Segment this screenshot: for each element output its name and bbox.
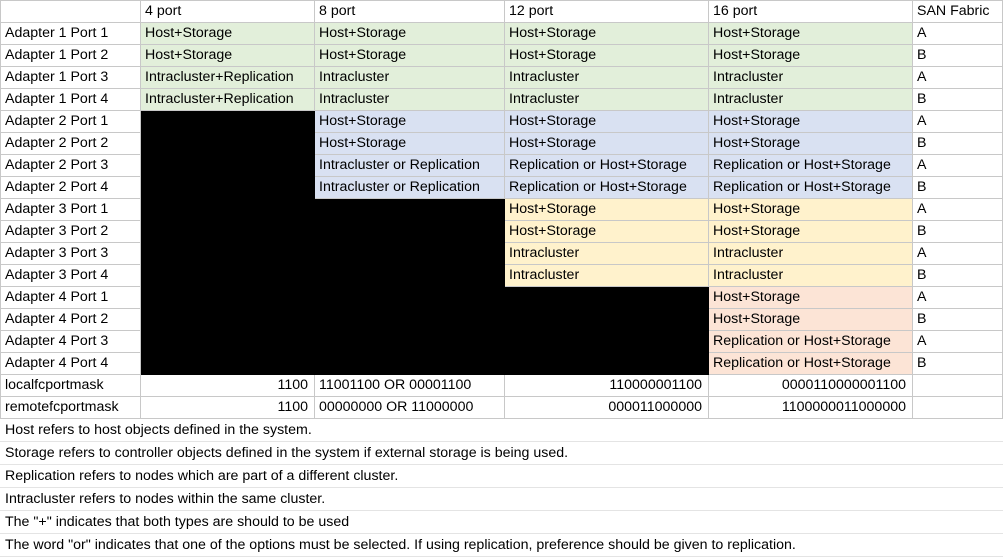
- table-row: [1, 177, 1003, 199]
- blocked-cell[interactable]: [505, 353, 709, 375]
- row-label[interactable]: Adapter 3 Port 3: [1, 243, 141, 265]
- table-row: [1, 111, 1003, 133]
- table-cell[interactable]: Intracluster: [315, 89, 505, 111]
- table-cell[interactable]: Intracluster: [505, 243, 709, 265]
- column-header[interactable]: 16 port: [709, 1, 913, 23]
- blocked-cell[interactable]: [315, 331, 505, 353]
- san-fabric-cell[interactable]: [913, 375, 1003, 397]
- table-cell[interactable]: Replication or Host+Storage: [709, 177, 913, 199]
- san-fabric-cell[interactable]: A: [913, 287, 1003, 309]
- table-cell[interactable]: Intracluster: [709, 67, 913, 89]
- blocked-cell[interactable]: [315, 199, 505, 221]
- table-cell[interactable]: Host+Storage: [505, 23, 709, 45]
- san-fabric-cell[interactable]: B: [913, 177, 1003, 199]
- row-label[interactable]: Adapter 4 Port 4: [1, 353, 141, 375]
- table-cell[interactable]: Replication or Host+Storage: [709, 155, 913, 177]
- table-row: [1, 375, 1003, 397]
- table-row: [1, 243, 1003, 265]
- table-row: [1, 45, 1003, 67]
- table-row: [1, 155, 1003, 177]
- blocked-cell[interactable]: [505, 287, 709, 309]
- row-label[interactable]: remotefcportmask: [1, 397, 141, 419]
- blocked-cell[interactable]: [141, 221, 315, 243]
- blocked-cell[interactable]: [141, 111, 315, 133]
- table-cell[interactable]: Intracluster+Replication: [141, 89, 315, 111]
- table-row: [1, 309, 1003, 331]
- table-row: [1, 221, 1003, 243]
- san-fabric-cell[interactable]: A: [913, 111, 1003, 133]
- san-fabric-cell[interactable]: A: [913, 67, 1003, 89]
- note-line[interactable]: Storage refers to controller objects defined in the system if external storage is being used.: [0, 442, 1003, 465]
- table-row: [1, 23, 1003, 45]
- row-label[interactable]: Adapter 3 Port 1: [1, 199, 141, 221]
- row-label[interactable]: Adapter 4 Port 3: [1, 331, 141, 353]
- table-cell[interactable]: Intracluster or Replication: [315, 155, 505, 177]
- table-cell[interactable]: Host+Storage: [709, 133, 913, 155]
- table-cell[interactable]: 110000001100: [505, 375, 709, 397]
- blocked-cell[interactable]: [315, 221, 505, 243]
- table-cell[interactable]: Host+Storage: [709, 199, 913, 221]
- table-cell[interactable]: Host+Storage: [709, 287, 913, 309]
- blocked-cell[interactable]: [141, 287, 315, 309]
- table-cell[interactable]: Host+Storage: [709, 309, 913, 331]
- table-cell[interactable]: Host+Storage: [709, 111, 913, 133]
- san-fabric-cell[interactable]: A: [913, 199, 1003, 221]
- table-cell[interactable]: Host+Storage: [141, 23, 315, 45]
- table-cell[interactable]: Host+Storage: [709, 23, 913, 45]
- table-cell[interactable]: Intracluster+Replication: [141, 67, 315, 89]
- table-cell[interactable]: 11001100 OR 00001100: [315, 375, 505, 397]
- san-fabric-cell[interactable]: B: [913, 309, 1003, 331]
- table-cell[interactable]: Intracluster or Replication: [315, 177, 505, 199]
- table-cell[interactable]: 1100: [141, 375, 315, 397]
- table-row: [1, 199, 1003, 221]
- blocked-cell[interactable]: [141, 309, 315, 331]
- table-cell[interactable]: Intracluster: [709, 89, 913, 111]
- table-cell[interactable]: Intracluster: [505, 89, 709, 111]
- san-fabric-cell[interactable]: B: [913, 353, 1003, 375]
- table-cell[interactable]: Replication or Host+Storage: [709, 331, 913, 353]
- row-label[interactable]: Adapter 1 Port 2: [1, 45, 141, 67]
- table-cell[interactable]: Intracluster: [315, 67, 505, 89]
- blocked-cell[interactable]: [141, 331, 315, 353]
- san-fabric-cell[interactable]: A: [913, 23, 1003, 45]
- row-label[interactable]: Adapter 2 Port 3: [1, 155, 141, 177]
- row-label[interactable]: Adapter 4 Port 1: [1, 287, 141, 309]
- table-cell[interactable]: Replication or Host+Storage: [709, 353, 913, 375]
- table-cell[interactable]: Host+Storage: [141, 45, 315, 67]
- note-line[interactable]: The "+" indicates that both types are should to be used: [0, 511, 1003, 534]
- blocked-cell[interactable]: [141, 133, 315, 155]
- san-fabric-cell[interactable]: B: [913, 221, 1003, 243]
- table-cell[interactable]: Host+Storage: [505, 199, 709, 221]
- blocked-cell[interactable]: [141, 265, 315, 287]
- blocked-cell[interactable]: [141, 155, 315, 177]
- blocked-cell[interactable]: [141, 243, 315, 265]
- row-label[interactable]: Adapter 3 Port 2: [1, 221, 141, 243]
- table-cell[interactable]: Host+Storage: [315, 45, 505, 67]
- row-label[interactable]: Adapter 3 Port 4: [1, 265, 141, 287]
- table-cell[interactable]: 00000000 OR 11000000: [315, 397, 505, 419]
- row-label[interactable]: Adapter 1 Port 3: [1, 67, 141, 89]
- note-line[interactable]: The word "or" indicates that one of the options must be selected. If using replication, preference should be given to replication.: [0, 534, 1003, 557]
- blocked-cell[interactable]: [315, 265, 505, 287]
- column-header[interactable]: 12 port: [505, 1, 709, 23]
- san-fabric-cell[interactable]: A: [913, 243, 1003, 265]
- blocked-cell[interactable]: [141, 199, 315, 221]
- table-cell[interactable]: 1100000011000000: [709, 397, 913, 419]
- table-cell[interactable]: Host+Storage: [709, 45, 913, 67]
- table-cell[interactable]: Replication or Host+Storage: [505, 177, 709, 199]
- blocked-cell[interactable]: [315, 353, 505, 375]
- table-row: [1, 397, 1003, 419]
- san-fabric-cell[interactable]: B: [913, 89, 1003, 111]
- table-cell[interactable]: Host+Storage: [315, 111, 505, 133]
- table-cell[interactable]: 0000110000001100: [709, 375, 913, 397]
- san-fabric-cell[interactable]: B: [913, 45, 1003, 67]
- blocked-cell[interactable]: [141, 177, 315, 199]
- table-cell[interactable]: Host+Storage: [505, 221, 709, 243]
- table-cell[interactable]: Intracluster: [505, 265, 709, 287]
- san-fabric-cell[interactable]: B: [913, 133, 1003, 155]
- note-line[interactable]: Replication refers to nodes which are part of a different cluster.: [0, 465, 1003, 488]
- table-cell[interactable]: 000011000000: [505, 397, 709, 419]
- header-row: [1, 1, 1003, 23]
- table-row: [1, 331, 1003, 353]
- row-label[interactable]: Adapter 2 Port 1: [1, 111, 141, 133]
- table-cell[interactable]: Host+Storage: [505, 45, 709, 67]
- row-label[interactable]: Adapter 1 Port 1: [1, 23, 141, 45]
- row-label[interactable]: Adapter 2 Port 2: [1, 133, 141, 155]
- table-cell[interactable]: Replication or Host+Storage: [505, 155, 709, 177]
- table-cell[interactable]: Host+Storage: [315, 133, 505, 155]
- blocked-cell[interactable]: [505, 331, 709, 353]
- san-fabric-cell[interactable]: [913, 397, 1003, 419]
- notes-section: [0, 419, 1003, 557]
- row-label[interactable]: Adapter 4 Port 2: [1, 309, 141, 331]
- blocked-cell[interactable]: [315, 243, 505, 265]
- table-cell[interactable]: 1100: [141, 397, 315, 419]
- table-row: [1, 89, 1003, 111]
- table-row: [1, 67, 1003, 89]
- row-label[interactable]: Adapter 1 Port 4: [1, 89, 141, 111]
- blocked-cell[interactable]: [315, 287, 505, 309]
- blocked-cell[interactable]: [141, 353, 315, 375]
- row-label[interactable]: localfcportmask: [1, 375, 141, 397]
- column-header[interactable]: [1, 1, 141, 23]
- san-fabric-cell[interactable]: A: [913, 155, 1003, 177]
- table-row: [1, 287, 1003, 309]
- table-cell[interactable]: Host+Storage: [505, 111, 709, 133]
- table-cell[interactable]: Host+Storage: [315, 23, 505, 45]
- table-cell[interactable]: Intracluster: [709, 243, 913, 265]
- note-line[interactable]: Host refers to host objects defined in the system.: [0, 419, 1003, 442]
- column-header[interactable]: SAN Fabric: [913, 1, 1003, 23]
- table-row: [1, 353, 1003, 375]
- table-cell[interactable]: Intracluster: [505, 67, 709, 89]
- column-header[interactable]: 8 port: [315, 1, 505, 23]
- note-line[interactable]: Intracluster refers to nodes within the same cluster.: [0, 488, 1003, 511]
- san-fabric-cell[interactable]: A: [913, 331, 1003, 353]
- column-header[interactable]: 4 port: [141, 1, 315, 23]
- table-row: [1, 265, 1003, 287]
- blocked-cell[interactable]: [315, 309, 505, 331]
- table-cell[interactable]: Host+Storage: [505, 133, 709, 155]
- table-cell[interactable]: Intracluster: [709, 265, 913, 287]
- table-cell[interactable]: Host+Storage: [709, 221, 913, 243]
- table-row: [1, 133, 1003, 155]
- blocked-cell[interactable]: [505, 309, 709, 331]
- san-fabric-cell[interactable]: B: [913, 265, 1003, 287]
- row-label[interactable]: Adapter 2 Port 4: [1, 177, 141, 199]
